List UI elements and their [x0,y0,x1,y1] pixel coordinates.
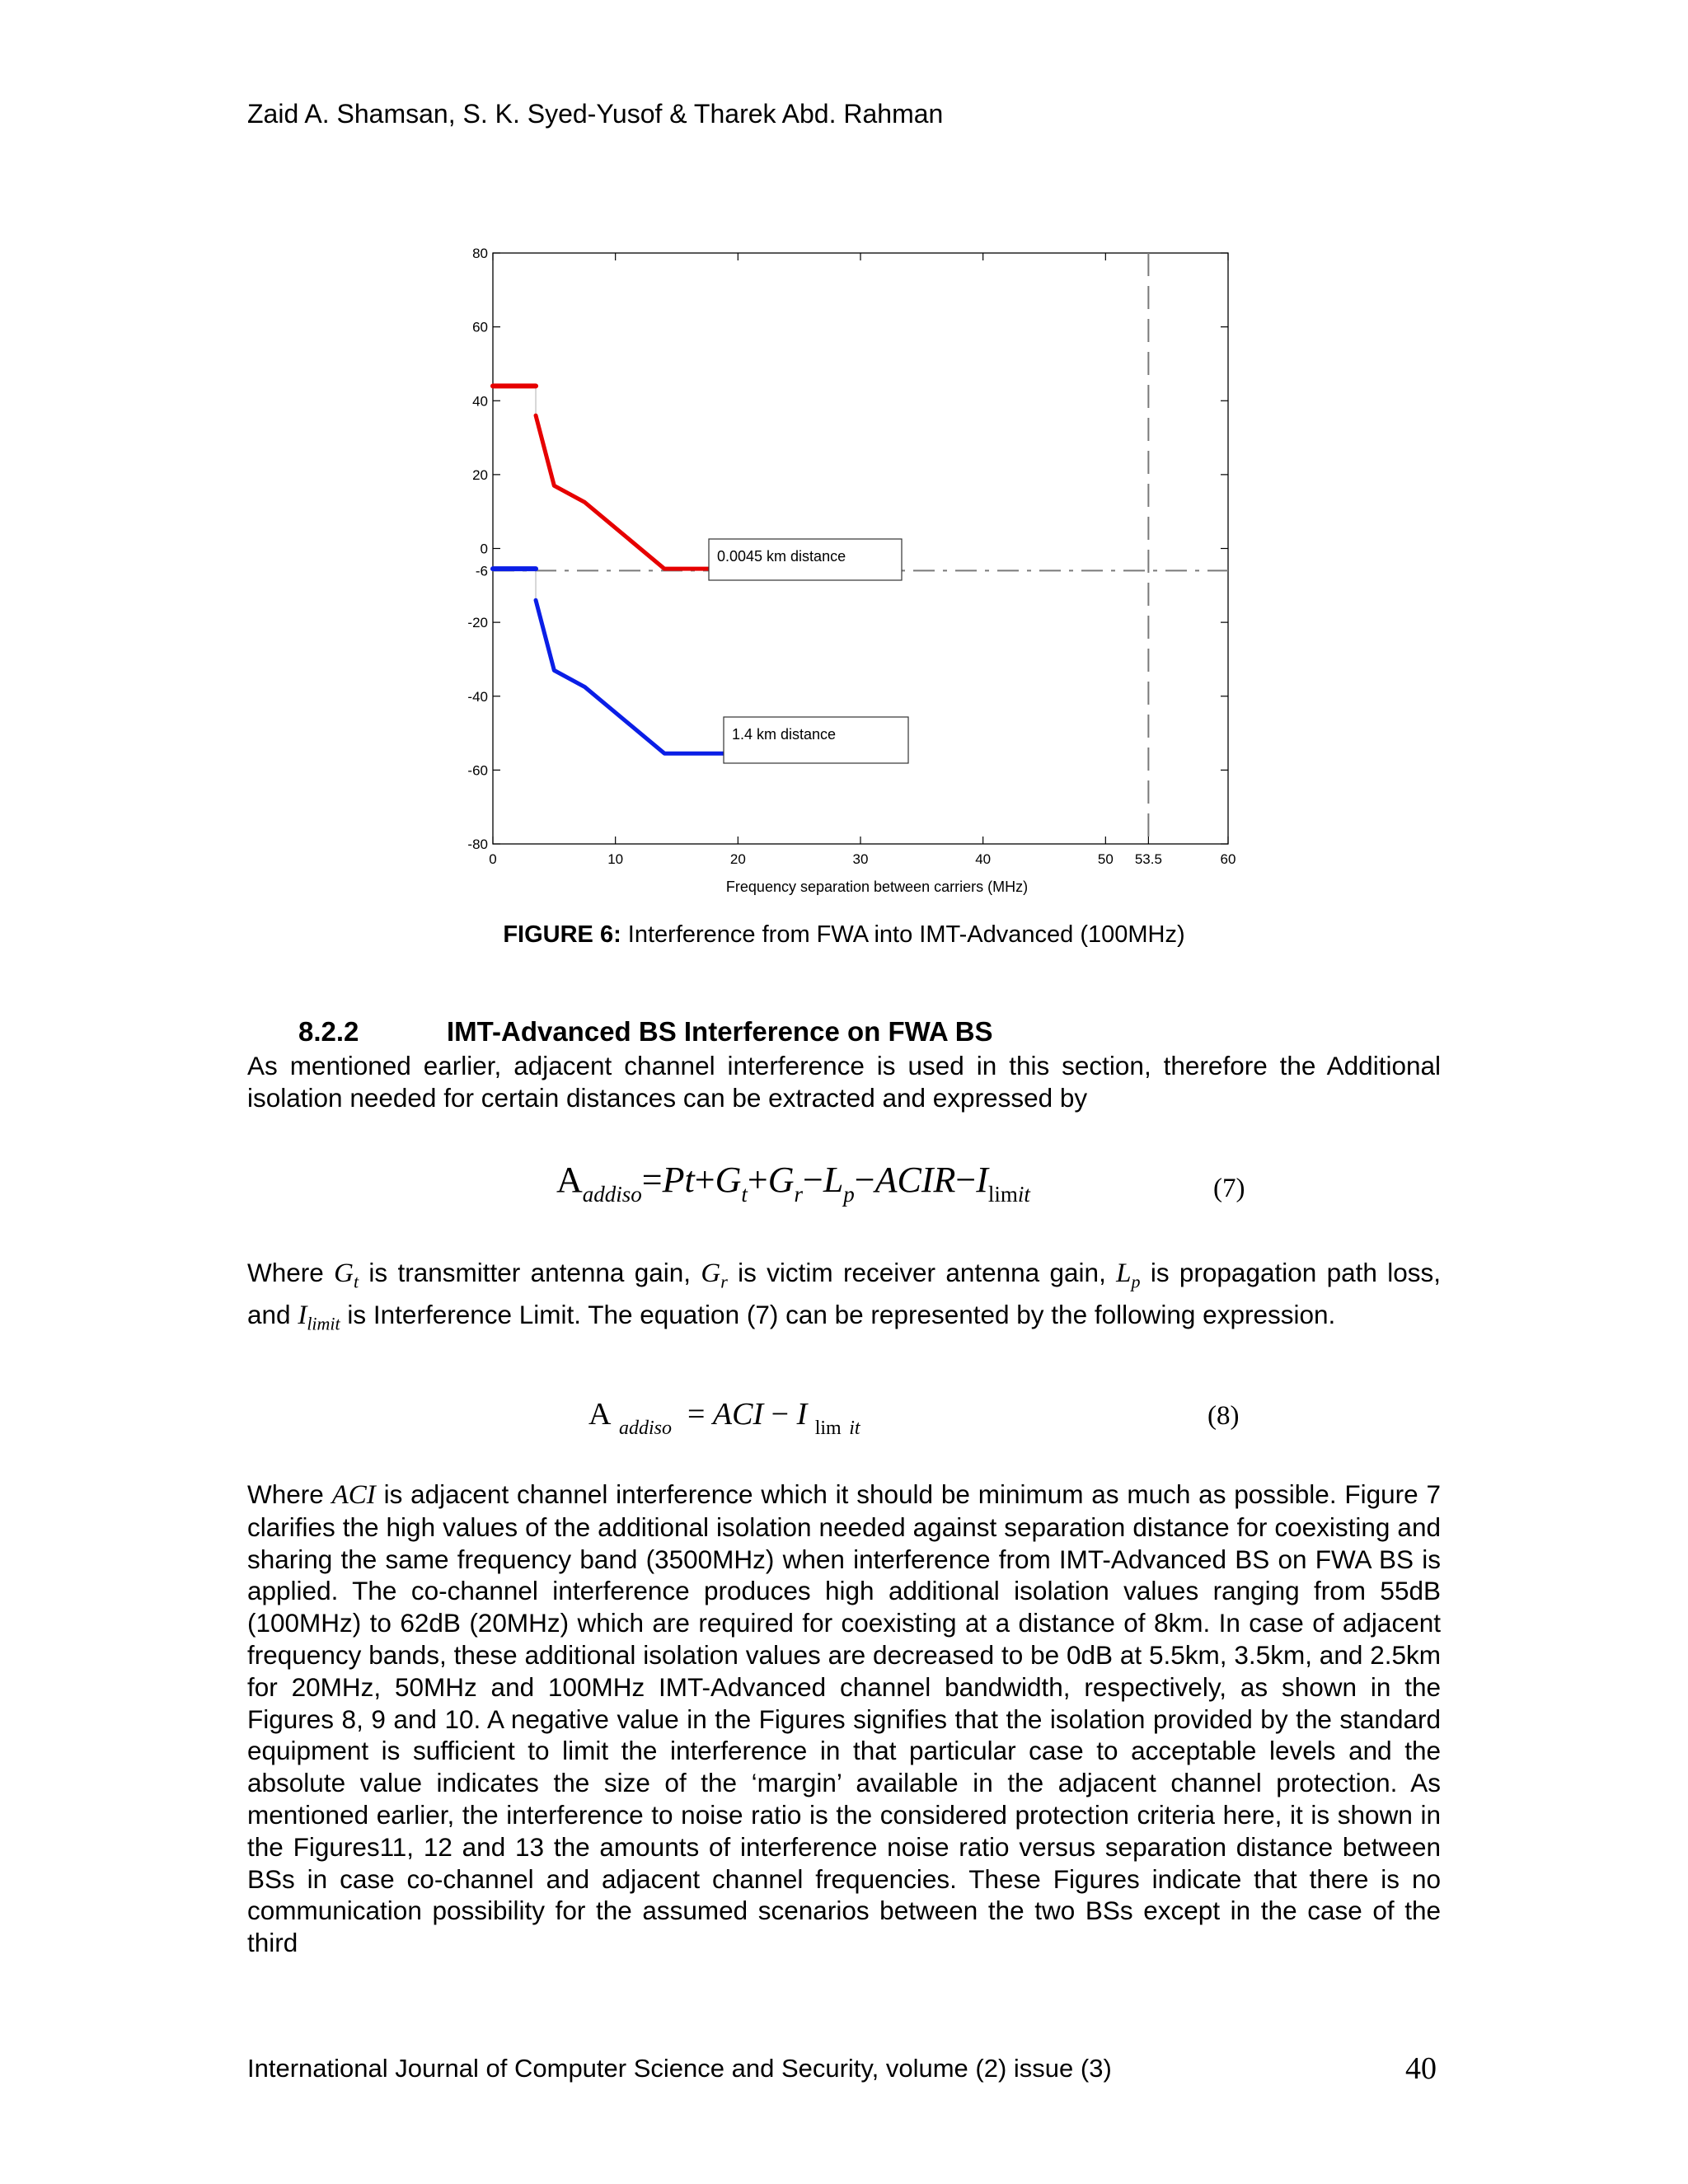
eq7-pt: Pt [662,1160,695,1200]
x-axis-label: Frequency separation between carriers (MHz) [725,879,1029,895]
series-line-2 [536,600,738,753]
x-tick-label: 60 [1220,851,1236,867]
eq7-lp-sub: p [843,1182,855,1207]
x-tick-label: 10 [607,851,624,867]
eq8-minus: − [771,1397,790,1432]
symbol-lp: L [1116,1258,1132,1288]
para2-text-3: is victim receiver antenna gain, [727,1258,1117,1287]
paragraph-intro: As mentioned earlier, adjacent channel interference is used in this section, therefore the Additional isolation needed for certain distances can be extracted and expressed by [247,1051,1441,1113]
eq7-i: I [976,1160,988,1200]
eq7-gt: G [715,1160,742,1200]
y-tick-label: 40 [472,393,488,410]
para3-text-1: Where [247,1479,332,1509]
annotation-label: 0.0045 km distance [717,548,846,565]
para2-text-1: Where [247,1258,335,1287]
eq7-plus-2: + [747,1160,768,1200]
symbol-ilimit: I [298,1301,307,1331]
para2-text-2: is transmitter antenna gain, [359,1258,701,1287]
equation-7 [556,1159,1030,1207]
figure-caption-text: Interference from FWA into IMT-Advanced (100MHz) [621,921,1185,948]
equation-7-number: (7) [1213,1174,1245,1203]
symbol-aci: ACI [331,1480,376,1510]
x-tick-label: 30 [852,851,869,867]
interference-chart [0,0,1688,923]
symbol-gt-sub: t [353,1271,359,1292]
annotation-label: 1.4 km distance [732,726,837,743]
y-tick-label: -6 [475,563,488,579]
eq8-a-sub: addiso [618,1418,672,1439]
eq7-minus-3: − [955,1160,977,1200]
y-tick-label: 20 [472,466,488,483]
para2-text-5: is Interference Limit. The equation (7) can be represented by the following expression. [340,1300,1336,1330]
section-heading [298,1016,993,1047]
para2-text-4: is propagation path loss, and [247,1258,1441,1330]
y-tick-label: 60 [472,319,488,335]
running-header: Zaid A. Shamsan, S. K. Syed-Yusof & Tharek Abd. Rahman [247,99,944,129]
y-tick-label: 80 [472,246,488,261]
symbol-ilimit-sub: limit [307,1313,340,1334]
page-number: 40 [1405,2051,1437,2086]
eq7-lp: L [823,1160,844,1200]
y-tick-label: -80 [467,837,488,852]
eq7-a: A [556,1160,583,1200]
equation-8 [588,1396,860,1439]
x-tick-label: 40 [975,851,992,867]
journal-footer: International Journal of Computer Science and Security, volume (2) issue (3) [247,2054,1112,2083]
eq8-aci: ACI [712,1397,764,1432]
eq7-gr: G [767,1160,795,1200]
symbol-gr-sub: r [720,1271,728,1292]
eq7-acir: ACIR [874,1160,956,1200]
eq8-i: I [796,1397,808,1432]
paragraph-discussion [247,1479,1441,1959]
y-tick-label: 0 [480,541,488,557]
x-tick-label: 50 [1097,851,1114,867]
figure-caption [0,921,1688,949]
para3-text-2: is adjacent channel interference which it should be minimum as much as possible. Figure 7 clarifies the high values of the additional isolation needed against separation distance for coexisting and sharing the same frequency band (3500MHz) when interference from IMT-Advanced BS on FWA BS is applied. The co-channel interference produces high additional isolation values ranging from 55dB (100MHz) to 62dB (20MHz) which are required for coexisting at a distance of 8km. In case of adjacent frequency bands, these additional isolation values are decreased to be 0dB at 5.5km, 3.5km, and 2.5km for 20MHz, 50MHz and 100MHz IMT-Advanced channel bandwidth, respectively, as shown in the Figures 8, 9 and 10. A negative value in the Figures signifies that the isolation provided by the standard equipment is sufficient to limit the interference in that particular case to acceptable levels and the absolute value indicates the size of the ‘margin’ available in the adjacent channel protection. As mentioned earlier, the interference to noise ratio is the considered protection criteria here, it is shown in the Figures11, 12 and 13 the amounts of interference noise ratio versus separation distance between BSs in case co-channel and adjacent channel frequencies. These Figures indicate that there is no communication possibility for the assumed scenarios between the two BSs except in the case of the third [247,1479,1441,1958]
symbol-lp-sub: p [1131,1271,1141,1292]
equation-8-number: (8) [1207,1401,1240,1431]
paragraph-definitions [247,1256,1441,1341]
section-number: 8.2.2 [298,1016,359,1047]
section-title: IMT-Advanced BS Interference on FWA BS [447,1016,993,1047]
eq7-gt-sub: t [741,1182,748,1207]
eq8-equals: = [687,1397,706,1432]
eq8-i-sub-it: it [849,1418,860,1439]
symbol-gt: G [334,1258,354,1288]
eq7-gr-sub: r [794,1182,803,1207]
eq8-i-sub-lim: lim [814,1418,842,1439]
eq7-minus-1: − [802,1160,823,1200]
figure-label: FIGURE 6: [503,921,621,948]
y-tick-label: -40 [467,688,488,705]
eq7-equals: = [641,1160,663,1200]
x-tick-label: 53.5 [1134,851,1162,867]
eq7-plus-1: + [694,1160,715,1200]
eq7-minus-2: − [854,1160,875,1200]
eq7-a-sub: addiso [582,1182,642,1207]
symbol-gr: G [701,1258,721,1288]
x-tick-label: 20 [729,851,746,867]
eq8-a: A [588,1397,612,1432]
y-tick-label: -60 [467,762,488,779]
eq7-i-sub-lim: lim [987,1182,1018,1207]
series-line-1 [536,415,738,569]
eq7-i-sub-it: it [1017,1182,1030,1207]
x-tick-label: 0 [489,851,497,867]
y-tick-label: -20 [467,615,488,631]
